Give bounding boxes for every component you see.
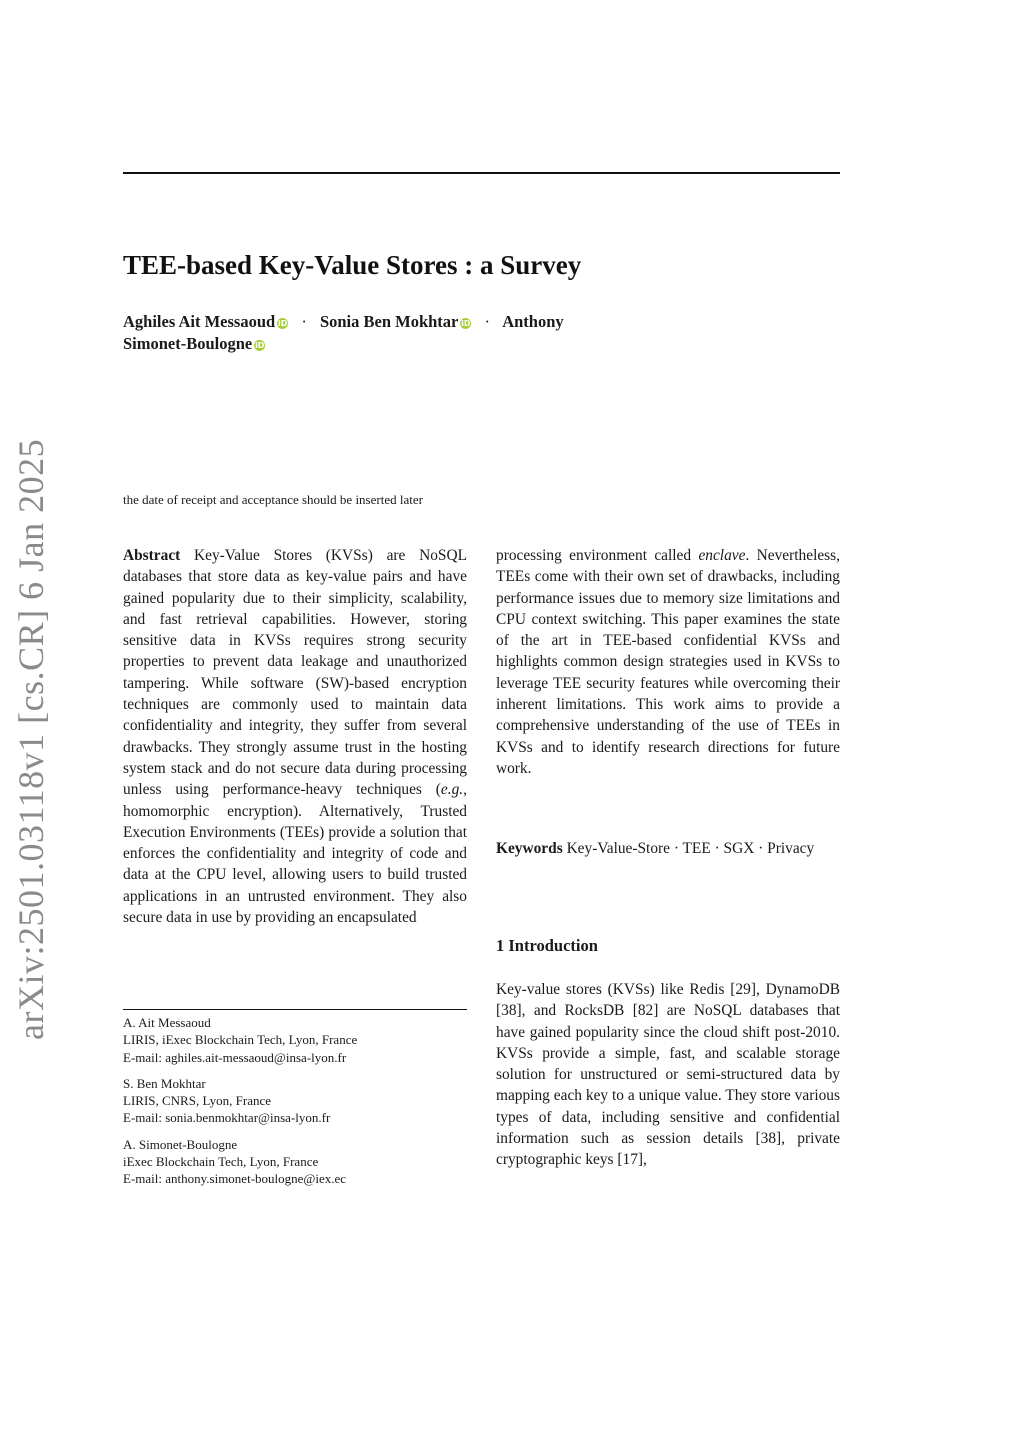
affiliation-org: LIRIS, iExec Blockchain Tech, Lyon, France [123,1032,358,1048]
abstract-emphasis: enclave [698,547,746,564]
affiliation-email[interactable]: E-mail: sonia.benmokhtar@insa-lyon.fr [123,1110,331,1126]
author-name: Anthony [502,312,564,331]
abstract-emphasis: e.g. [440,781,464,799]
affiliation-email[interactable]: E-mail: aghiles.ait-messaoud@insa-lyon.fr [123,1049,347,1065]
section-heading: 1 Introduction [496,936,598,955]
affiliation-name: A. Ait Messaoud [123,1015,211,1030]
orcid-icon[interactable]: iD [277,319,288,328]
author-name: Aghiles Ait Messaoud [123,312,276,331]
affiliation-block [123,1136,467,1188]
abstract-text: Key-Value Stores (KVSs) are NoSQL databases that store data as key-value pairs and have gained popularity due to their simplicity, scalability, and fast retrieval capabilities. However, storing sensitive data in KVSs requires strong security properties to prevent data leakage and unauthorized tampering. While software (SW)-based encryption techniques are commonly used to maintain data confidentiality and integrity, they suffer from several drawbacks. They strongly assume trust in the hosting system stack and do not secure data during processing unless using performance-heavy techniques ( [123,547,467,799]
affiliation-name: A. Simonet-Boulogne [123,1136,238,1152]
keywords-label: Keywords [496,840,563,857]
affiliation-name: S. Ben Mokhtar [123,1075,206,1091]
author-separator: · [484,312,490,331]
author-list [123,311,663,355]
section-body: Key-value stores (KVSs) like Redis [29], DynamoDB [38], and RocksDB [82] are NoSQL databases that have gained popularity since the cloud shift post-2010. KVSs provide a simple, fast, and scalable storage solution for unstructured or semi-structured data by mapping each key to a unique value. They store various types of data, including sensitive and confidential information such as session details [38], private cryptographic keys [17], [496,981,840,1169]
abstract-label: Abstract [123,547,181,564]
affiliations [123,1014,467,1197]
orcid-icon[interactable]: iD [255,341,265,350]
abstract-column-left [123,545,467,928]
author-separator: · [301,312,307,331]
abstract-text: processing environment called [496,547,699,564]
date-note: the date of receipt and acceptance should be inserted later [123,492,423,507]
author-name: Sonia Ben Mokhtar [319,312,459,331]
abstract-text: . Nevertheless, TEEs come with their own set of drawbacks, including performance issues due to memory size limitations and CPU context switching. This paper examines the state of the art in TEE-based confidential KVSs and highlights common design strategies used in KVSs to leverage TEE security features while overcoming their inherent limitations. This work aims to provide a comprehensive understanding of the use of TEEs in KVSs and to identify research directions for future work. [496,547,840,777]
author-name: Simonet-Boulogne [123,334,253,353]
footnote-rule [123,1009,467,1010]
affiliation-org: LIRIS, CNRS, Lyon, France [123,1093,272,1109]
keywords-text: Key-Value-Store · TEE · SGX · Privacy [566,840,815,857]
paper-title: TEE-based Key-Value Stores : a Survey [123,250,582,280]
affiliation-block [123,1014,467,1066]
keywords [496,838,840,859]
arxiv-identifier-stamp: arXiv:2501.03118v1 [cs.CR] 6 Jan 2025 [11,438,51,1040]
abstract-column-right [496,545,840,779]
affiliation-block [123,1075,467,1127]
header-rule [123,172,840,174]
abstract-text: , homomorphic encryption). Alternatively, Trusted Execution Environments (TEEs) provide a solution that enforces the confidentiality and integrity of code and data at the CPU level, allowing users to build trusted applications in an untrusted environment. They also secure data in use by providing an encapsulated [123,781,467,927]
affiliation-email[interactable]: E-mail: anthony.simonet-boulogne@iex.ec [123,1171,347,1187]
affiliation-org: iExec Blockchain Tech, Lyon, France [123,1154,319,1170]
orcid-icon[interactable]: iD [461,319,471,328]
